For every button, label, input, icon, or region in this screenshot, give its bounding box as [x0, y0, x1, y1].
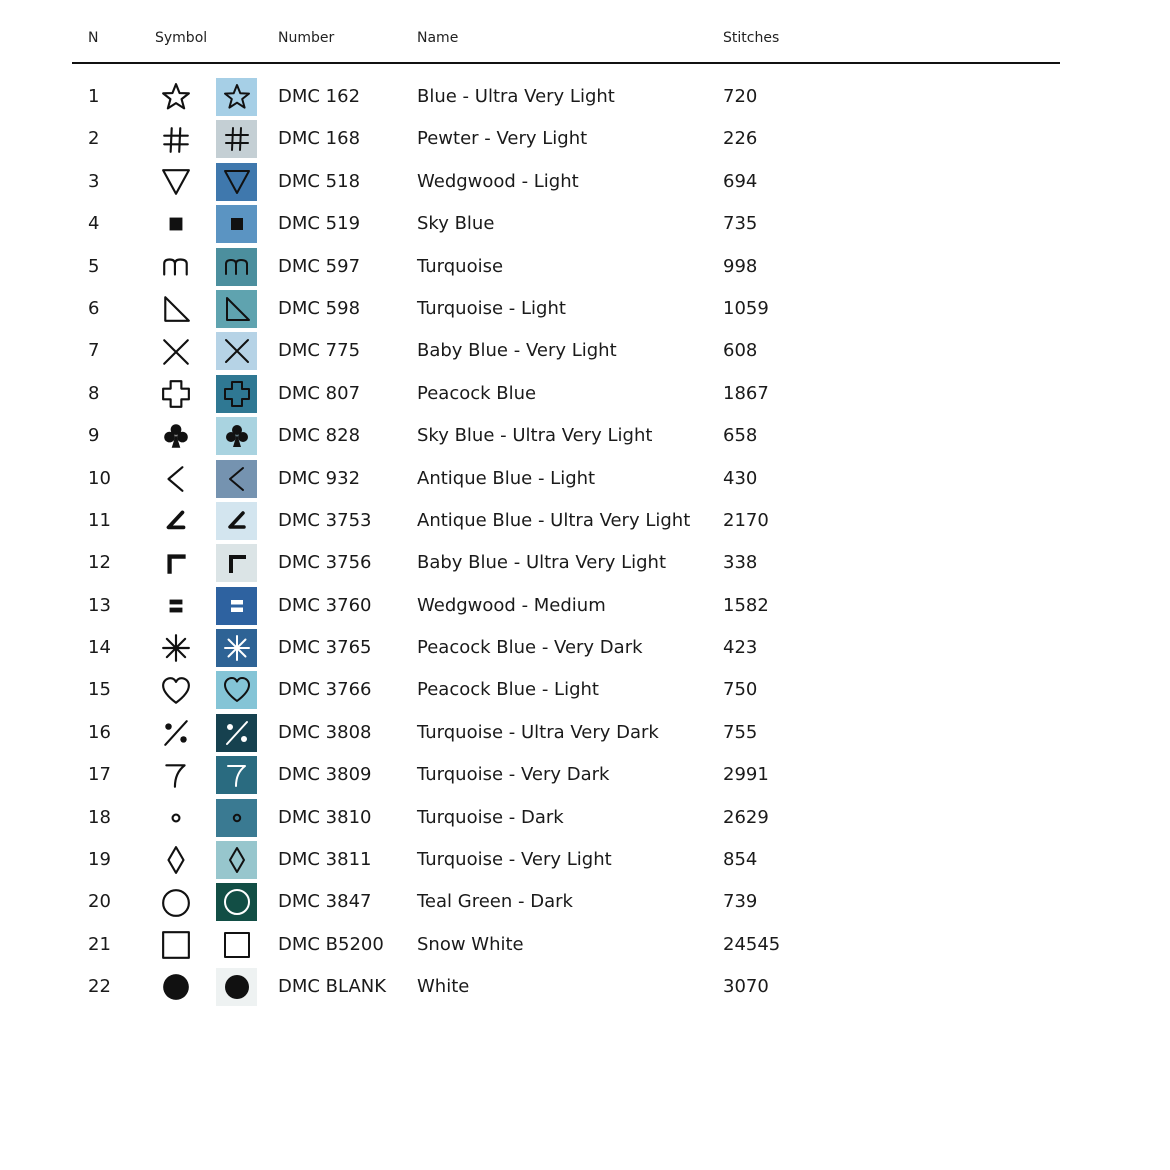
color-swatch	[216, 968, 257, 1006]
floss-name: Sky Blue	[417, 213, 495, 235]
floss-name: Turquoise - Very Light	[417, 849, 612, 871]
row-index: 5	[88, 255, 100, 277]
legend-row	[72, 585, 1060, 627]
square-outline-icon	[223, 931, 251, 959]
percent-icon	[158, 712, 194, 754]
row-index: 21	[88, 933, 111, 955]
floss-number: DMC 828	[278, 425, 361, 447]
plus-outline-icon	[158, 373, 194, 415]
legend-row	[72, 881, 1060, 923]
header-n: N	[88, 30, 99, 46]
floss-number: DMC 3809	[278, 764, 372, 786]
color-swatch	[216, 502, 257, 540]
legend-row	[72, 627, 1060, 669]
floss-number: DMC 3765	[278, 637, 372, 659]
hash-icon	[223, 125, 251, 153]
heart-outline-icon	[223, 676, 251, 704]
floss-name: Antique Blue - Ultra Very Light	[417, 509, 691, 531]
seven-glyph-icon	[223, 761, 251, 789]
legend-row	[72, 797, 1060, 839]
stitch-count: 2991	[723, 764, 769, 786]
legend-header	[72, 22, 1060, 64]
floss-number: DMC B5200	[278, 933, 384, 955]
floss-name: Turquoise - Light	[417, 297, 566, 319]
color-swatch	[216, 375, 257, 413]
filled-square-small-icon	[158, 203, 194, 245]
stitch-count: 739	[723, 891, 758, 913]
right-triangle-icon	[223, 295, 251, 323]
floss-number: DMC 3847	[278, 891, 372, 913]
row-index: 16	[88, 721, 111, 743]
row-index: 1	[88, 86, 100, 107]
header-number: Number	[278, 30, 335, 46]
row-index: 9	[88, 425, 100, 447]
floss-name: Turquoise - Dark	[417, 806, 564, 828]
row-index: 22	[88, 976, 111, 998]
legend-row	[72, 669, 1060, 711]
floss-legend	[72, 22, 1060, 1009]
stitch-count: 338	[723, 552, 758, 574]
color-swatch	[216, 332, 257, 370]
legend-row	[72, 118, 1060, 160]
equals-mark-icon	[158, 585, 194, 627]
floss-name: Peacock Blue - Light	[417, 679, 599, 701]
row-index: 6	[88, 297, 100, 319]
stitch-count: 1867	[723, 382, 769, 404]
color-swatch	[216, 78, 257, 116]
color-swatch	[216, 756, 257, 794]
floss-number: DMC 3810	[278, 806, 372, 828]
floss-name: Baby Blue - Very Light	[417, 340, 617, 362]
floss-number: DMC 3756	[278, 552, 372, 574]
legend-row	[72, 924, 1060, 966]
color-swatch	[216, 883, 257, 921]
plus-outline-icon	[223, 380, 251, 408]
floss-number: DMC 518	[278, 170, 361, 192]
triangle-down-icon	[158, 161, 194, 203]
color-swatch	[216, 460, 257, 498]
floss-number: DMC 807	[278, 382, 361, 404]
color-swatch	[216, 587, 257, 625]
floss-name: Snow White	[417, 933, 524, 955]
floss-name: Baby Blue - Ultra Very Light	[417, 552, 667, 574]
color-swatch	[216, 248, 257, 286]
floss-name: Sky Blue - Ultra Very Light	[417, 425, 653, 447]
square-outline-icon	[158, 924, 194, 966]
m-glyph-icon	[223, 253, 251, 281]
stitch-count: 2170	[723, 509, 769, 531]
color-swatch	[216, 926, 257, 964]
asterisk-icon	[158, 627, 194, 669]
corner-mark-icon	[223, 549, 251, 577]
floss-number: DMC 775	[278, 340, 361, 362]
stitch-count: 608	[723, 340, 758, 362]
legend-row	[72, 754, 1060, 796]
seven-glyph-icon	[158, 754, 194, 796]
legend-row	[72, 542, 1060, 584]
legend-row	[72, 712, 1060, 754]
floss-number: DMC 162	[278, 86, 361, 107]
row-index: 12	[88, 552, 111, 574]
row-index: 4	[88, 213, 100, 235]
legend-row	[72, 76, 1060, 118]
color-swatch	[216, 120, 257, 158]
floss-number: DMC 519	[278, 213, 361, 235]
stitch-count: 755	[723, 721, 758, 743]
asterisk-icon	[223, 634, 251, 662]
less-than-icon	[158, 458, 194, 500]
header-symbol: Symbol	[155, 30, 208, 46]
legend-row	[72, 458, 1060, 500]
equals-mark-icon	[223, 592, 251, 620]
header-name: Name	[417, 30, 459, 46]
hash-icon	[158, 118, 194, 160]
legend-row	[72, 373, 1060, 415]
x-cross-icon	[223, 337, 251, 365]
stitch-count: 226	[723, 128, 758, 150]
floss-name: White	[417, 976, 470, 998]
stitch-count: 998	[723, 255, 758, 277]
right-triangle-icon	[158, 288, 194, 330]
stitch-count: 1582	[723, 594, 769, 616]
floss-name: Turquoise - Ultra Very Dark	[417, 721, 659, 743]
stitch-count: 658	[723, 425, 758, 447]
floss-number: DMC 3760	[278, 594, 372, 616]
row-index: 10	[88, 467, 111, 489]
circle-outline-icon	[223, 888, 251, 916]
color-swatch	[216, 163, 257, 201]
x-cross-icon	[158, 330, 194, 372]
triangle-down-icon	[223, 168, 251, 196]
row-index: 11	[88, 509, 111, 531]
filled-square-small-icon	[223, 210, 251, 238]
color-swatch	[216, 290, 257, 328]
stitch-count: 750	[723, 679, 758, 701]
angle-mark-icon	[223, 507, 251, 535]
floss-name: Antique Blue - Light	[417, 467, 596, 489]
floss-name: Blue - Ultra Very Light	[417, 86, 615, 107]
legend-row	[72, 203, 1060, 245]
star-outline-icon	[223, 83, 251, 111]
legend-row	[72, 246, 1060, 288]
color-swatch	[216, 841, 257, 879]
stitch-count: 735	[723, 213, 758, 235]
small-circle-icon	[223, 804, 251, 832]
circle-outline-icon	[158, 881, 194, 923]
color-swatch	[216, 417, 257, 455]
color-swatch	[216, 671, 257, 709]
stitch-count: 24545	[723, 933, 781, 955]
row-index: 15	[88, 679, 111, 701]
row-index: 17	[88, 764, 111, 786]
legend-row	[72, 966, 1060, 1008]
floss-number: DMC 3766	[278, 679, 372, 701]
stitch-count: 2629	[723, 806, 769, 828]
floss-number: DMC 598	[278, 297, 361, 319]
filled-circle-icon	[158, 966, 194, 1008]
floss-name: Wedgwood - Medium	[417, 594, 606, 616]
row-index: 2	[88, 128, 100, 150]
color-swatch	[216, 629, 257, 667]
legend-row	[72, 330, 1060, 372]
stitch-count: 854	[723, 849, 758, 871]
floss-name: Turquoise - Very Dark	[417, 764, 610, 786]
color-swatch	[216, 714, 257, 752]
legend-rows	[72, 76, 1060, 1009]
floss-number: DMC 168	[278, 128, 361, 150]
row-index: 18	[88, 806, 111, 828]
club-icon	[158, 415, 194, 457]
floss-name: Peacock Blue - Very Dark	[417, 637, 643, 659]
stitch-count: 694	[723, 170, 758, 192]
legend-row	[72, 288, 1060, 330]
legend-row	[72, 161, 1060, 203]
row-index: 8	[88, 382, 100, 404]
row-index: 19	[88, 849, 111, 871]
heart-outline-icon	[158, 669, 194, 711]
corner-mark-icon	[158, 542, 194, 584]
stitch-count: 3070	[723, 976, 769, 998]
row-index: 14	[88, 637, 111, 659]
legend-row	[72, 415, 1060, 457]
filled-circle-icon	[223, 973, 251, 1001]
floss-name: Pewter - Very Light	[417, 128, 588, 150]
floss-number: DMC 3811	[278, 849, 372, 871]
color-swatch	[216, 205, 257, 243]
floss-name: Wedgwood - Light	[417, 170, 579, 192]
legend-row	[72, 839, 1060, 881]
header-stitches: Stitches	[723, 30, 780, 46]
row-index: 3	[88, 170, 100, 192]
star-outline-icon	[158, 76, 194, 118]
stitch-count: 720	[723, 86, 758, 107]
small-circle-icon	[158, 797, 194, 839]
stitch-count: 430	[723, 467, 758, 489]
floss-number: DMC 597	[278, 255, 361, 277]
diamond-outline-icon	[158, 839, 194, 881]
floss-number: DMC 3753	[278, 509, 372, 531]
floss-name: Peacock Blue	[417, 382, 537, 404]
floss-number: DMC 932	[278, 467, 361, 489]
row-index: 7	[88, 340, 100, 362]
m-glyph-icon	[158, 246, 194, 288]
row-index: 20	[88, 891, 111, 913]
floss-name: Teal Green - Dark	[417, 891, 573, 913]
color-swatch	[216, 799, 257, 837]
angle-mark-icon	[158, 500, 194, 542]
stitch-count: 1059	[723, 297, 769, 319]
club-icon	[223, 422, 251, 450]
stitch-count: 423	[723, 637, 758, 659]
color-swatch	[216, 544, 257, 582]
row-index: 13	[88, 594, 111, 616]
floss-number: DMC BLANK	[278, 976, 387, 998]
percent-icon	[223, 719, 251, 747]
legend-row	[72, 500, 1060, 542]
diamond-outline-icon	[223, 846, 251, 874]
floss-number: DMC 3808	[278, 721, 372, 743]
less-than-icon	[223, 465, 251, 493]
floss-name: Turquoise	[417, 255, 504, 277]
